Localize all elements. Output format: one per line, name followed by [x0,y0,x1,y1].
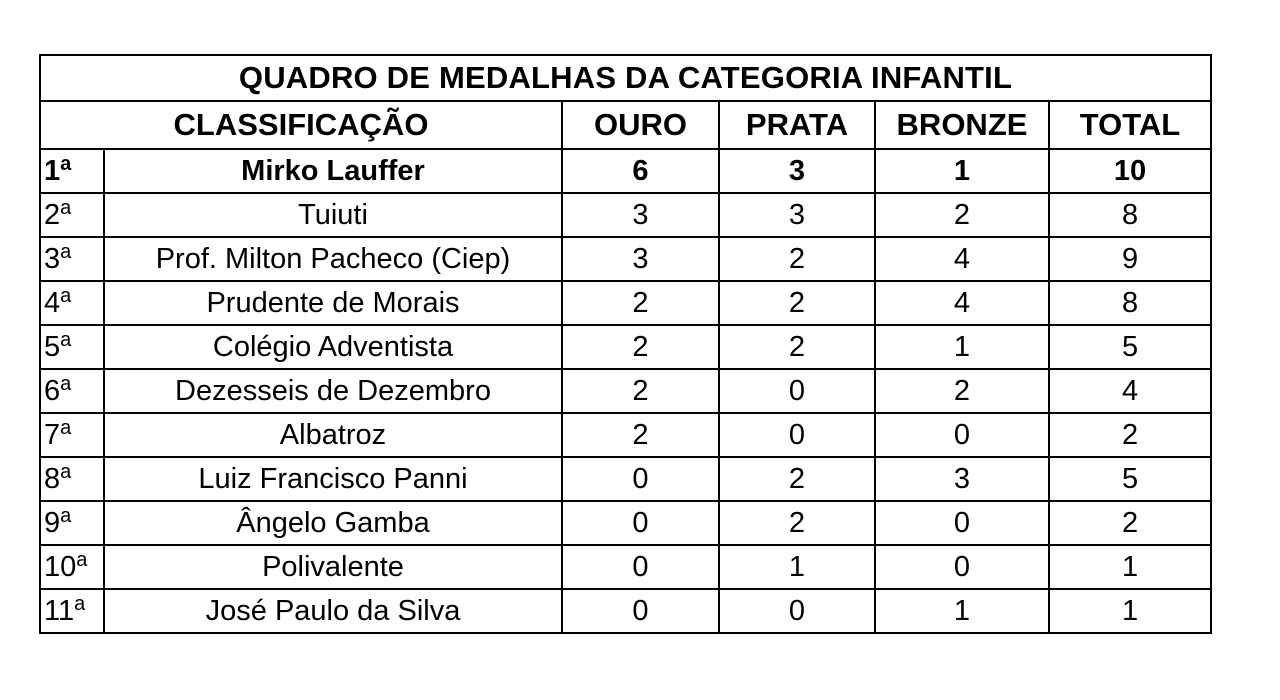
bronze-count-cell: 0 [875,545,1049,589]
bronze-count-cell: 2 [875,369,1049,413]
table-row [40,501,1211,545]
gold-count-cell: 0 [562,589,719,633]
rank-ordinal: a [60,460,72,483]
school-name-cell: Luiz Francisco Panni [104,457,562,501]
rank-number: 10 [44,550,77,583]
table-row [40,457,1211,501]
silver-count-cell: 3 [719,149,875,193]
school-name-cell: Tuiuti [104,193,562,237]
header-bronze: BRONZE [875,101,1049,149]
table-row [40,413,1211,457]
rank-number: 11 [44,594,75,627]
rank-number: 8 [44,462,61,495]
rank-number: 4 [44,286,61,319]
rank-number: 3 [44,242,61,275]
total-count-cell: 8 [1049,281,1211,325]
title-row [40,55,1211,101]
bronze-count-cell: 0 [875,413,1049,457]
rank-cell [40,413,104,457]
total-count-cell: 2 [1049,413,1211,457]
gold-count-cell: 0 [562,545,719,589]
header-total: TOTAL [1049,101,1211,149]
rank-ordinal: a [60,328,72,351]
bronze-count-cell: 1 [875,589,1049,633]
silver-count-cell: 0 [719,369,875,413]
gold-count-cell: 0 [562,457,719,501]
rank-cell [40,545,104,589]
gold-count-cell: 0 [562,501,719,545]
rank-ordinal: a [60,152,72,175]
total-count-cell: 9 [1049,237,1211,281]
rank-ordinal: a [60,416,72,439]
rank-cell [40,325,104,369]
rank-cell [40,369,104,413]
header-silver: PRATA [719,101,875,149]
gold-count-cell: 2 [562,413,719,457]
rank-cell [40,149,104,193]
rank-ordinal: a [60,504,72,527]
rank-ordinal: a [60,196,72,219]
header-classification: CLASSIFICAÇÃO [40,101,562,149]
rank-number: 9 [44,506,61,539]
rank-number: 2 [44,198,61,231]
table-row [40,589,1211,633]
rank-ordinal: a [60,372,72,395]
school-name-cell: Prof. Milton Pacheco (Ciep) [104,237,562,281]
rank-ordinal: a [74,592,86,615]
table-row [40,545,1211,589]
total-count-cell: 8 [1049,193,1211,237]
total-count-cell: 10 [1049,149,1211,193]
total-count-cell: 2 [1049,501,1211,545]
bronze-count-cell: 1 [875,149,1049,193]
gold-count-cell: 3 [562,237,719,281]
rank-cell [40,281,104,325]
silver-count-cell: 2 [719,281,875,325]
medal-table [39,54,1212,634]
silver-count-cell: 0 [719,589,875,633]
silver-count-cell: 2 [719,501,875,545]
gold-count-cell: 6 [562,149,719,193]
silver-count-cell: 2 [719,237,875,281]
bronze-count-cell: 2 [875,193,1049,237]
gold-count-cell: 2 [562,281,719,325]
gold-count-cell: 3 [562,193,719,237]
table-row [40,149,1211,193]
total-count-cell: 1 [1049,589,1211,633]
silver-count-cell: 2 [719,325,875,369]
bronze-count-cell: 0 [875,501,1049,545]
table-row [40,237,1211,281]
header-gold: OURO [562,101,719,149]
gold-count-cell: 2 [562,369,719,413]
rank-cell [40,589,104,633]
table-title: QUADRO DE MEDALHAS DA CATEGORIA INFANTIL [40,55,1211,101]
bronze-count-cell: 4 [875,281,1049,325]
school-name-cell: Mirko Lauffer [104,149,562,193]
header-row [40,101,1211,149]
silver-count-cell: 3 [719,193,875,237]
table-row [40,281,1211,325]
bronze-count-cell: 1 [875,325,1049,369]
school-name-cell: Ângelo Gamba [104,501,562,545]
table-row [40,193,1211,237]
rank-ordinal: a [76,548,88,571]
rank-ordinal: a [60,284,72,307]
table-row [40,369,1211,413]
rank-number: 1 [44,154,61,187]
silver-count-cell: 0 [719,413,875,457]
silver-count-cell: 1 [719,545,875,589]
rank-cell [40,237,104,281]
medal-table-body [40,55,1211,633]
silver-count-cell: 2 [719,457,875,501]
rank-cell [40,193,104,237]
rank-number: 6 [44,374,61,407]
school-name-cell: Prudente de Morais [104,281,562,325]
rank-ordinal: a [60,240,72,263]
total-count-cell: 5 [1049,457,1211,501]
school-name-cell: Polivalente [104,545,562,589]
bronze-count-cell: 3 [875,457,1049,501]
table-row [40,325,1211,369]
total-count-cell: 1 [1049,545,1211,589]
rank-cell [40,457,104,501]
school-name-cell: Dezesseis de Dezembro [104,369,562,413]
school-name-cell: Albatroz [104,413,562,457]
gold-count-cell: 2 [562,325,719,369]
total-count-cell: 5 [1049,325,1211,369]
school-name-cell: Colégio Adventista [104,325,562,369]
rank-number: 7 [44,418,61,451]
total-count-cell: 4 [1049,369,1211,413]
school-name-cell: José Paulo da Silva [104,589,562,633]
bronze-count-cell: 4 [875,237,1049,281]
rank-cell [40,501,104,545]
rank-number: 5 [44,330,61,363]
